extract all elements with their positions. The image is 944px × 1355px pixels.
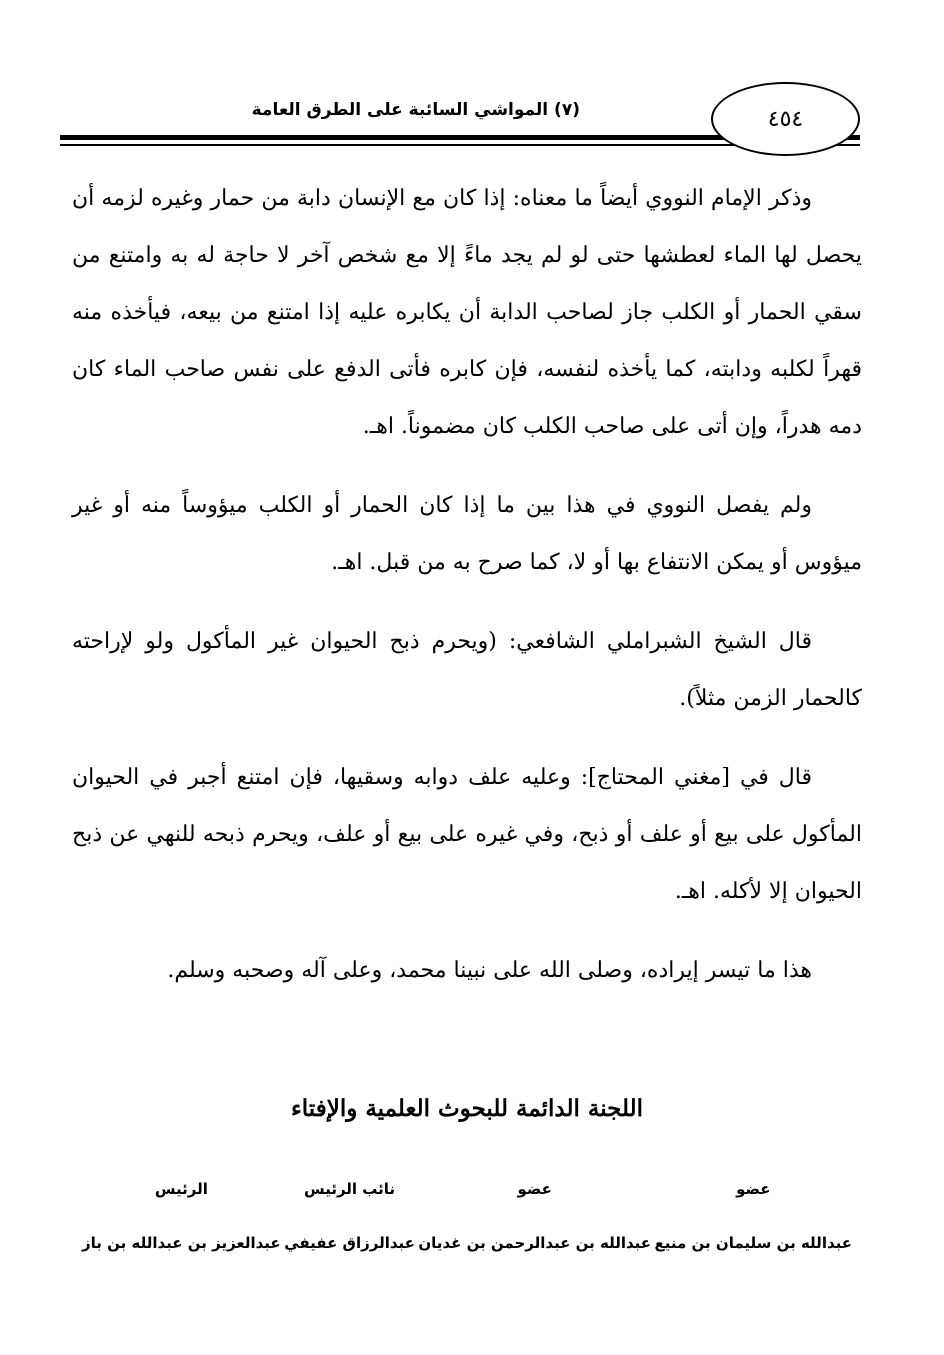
signatory <box>655 1180 852 1252</box>
paragraph: هذا ما تيسر إيراده، وصلى الله على نبينا محمد، وعلى آله وصحبه وسلم. <box>167 958 812 983</box>
paragraph: قال الشيخ الشبراملي الشافعي: (ويحرم ذبح الحيوان غير المأكول ولو لإراحته كالحمار الزمن مثلاً). <box>72 629 862 711</box>
signatory-name: عبدالله بن سليمان بن منيع <box>654 1234 852 1252</box>
signatory-role: عضو <box>517 1180 552 1198</box>
body-text <box>72 170 862 1021</box>
signatory-name: عبدالله بن عبدالرحمن بن غديان <box>418 1234 652 1252</box>
page-number: ٤٥٤ <box>711 82 860 156</box>
paragraph: قال في [مغني المحتاج]: وعليه علف دوابه وسقيها، فإن امتنع أجبر في الحيوان المأكول على بيع أو علف أو ذبح، وفي غيره على بيع أو علف، ويحرم ذبحه للنهي عن ذبح الحيوان إلا لأكله. اهـ. <box>72 765 862 904</box>
paragraph: ولم يفصل النووي في هذا بين ما إذا كان الحمار أو الكلب ميؤوساً منه أو غير ميؤوس أو يمكن الانتفاع بها أو لا، كما صرح به من قبل. اهـ. <box>72 493 862 575</box>
signatory-role: الرئيس <box>154 1180 208 1198</box>
signatory <box>418 1180 651 1252</box>
committee-title: اللجنة الدائمة للبحوث العلمية والإفتاء <box>290 1095 644 1122</box>
signatory-name: عبدالعزيز بن عبدالله بن باز <box>82 1234 281 1252</box>
paragraph: وذكر الإمام النووي أيضاً ما معناه: إذا كان مع الإنسان دابة من حمار وغيره لزمه أن يحصل لها الماء لعطشها حتى لو لم يجد ماءً إلا مع شخص آخر لا حاجة له به وامتنع من سقي الحمار أو الكلب جاز لصاحب الدابة أن يكابره عليه إذا امتنع من بيعه، فيأخذه منه قهراً لكلبه ودابته، كما يأخذه لنفسه، فإن كابره فأتى الدفع على نفس صاحب الماء كان دمه هدراً، وإن أتى على صاحب الكلب كان مضموناً. اهـ. <box>72 186 862 439</box>
signatory-role: نائب الرئيس <box>304 1180 396 1198</box>
page-header <box>60 82 860 162</box>
signatory-name: عبدالرزاق عفيفي <box>284 1234 415 1252</box>
running-title: (٧) المواشي السائبة على الطرق العامة <box>251 100 580 120</box>
signatory <box>82 1180 281 1252</box>
signatory-role: عضو <box>736 1180 771 1198</box>
signatures <box>82 1180 852 1252</box>
signatory <box>284 1180 415 1252</box>
